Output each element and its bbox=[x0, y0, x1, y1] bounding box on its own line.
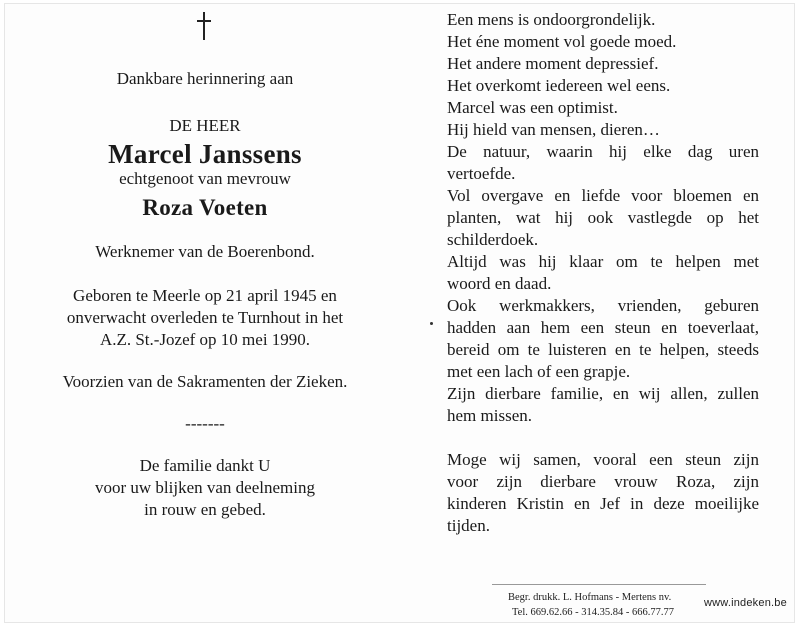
poem-line: kinderen Kristin en Jef in deze moeilijke bbox=[447, 494, 759, 513]
poem-line: Een mens is ondoorgrondelijk. bbox=[447, 10, 656, 29]
thanks-line: voor uw blijken van deelneming bbox=[94, 478, 315, 497]
birth-line: onverwacht overleden te Turnhout in het bbox=[66, 308, 344, 327]
printer-credit bbox=[508, 590, 674, 620]
poem-line: Vol overgave en liefde voor bloemen en bbox=[447, 186, 759, 205]
poem-line: De natuur, waarin hij elke dag uren bbox=[447, 142, 759, 161]
poem-line: planten, wat hij ook vastlegde op het bbox=[447, 208, 759, 227]
cross-icon bbox=[193, 12, 215, 40]
deceased-name: Marcel Janssens bbox=[108, 139, 302, 169]
spouse-name: Roza Voeten bbox=[142, 195, 268, 220]
poem-line: tijden. bbox=[447, 516, 490, 535]
poem-line: vertoefde. bbox=[447, 164, 516, 183]
divider: ------- bbox=[185, 414, 225, 433]
poem-line: Marcel was een optimist. bbox=[447, 98, 618, 117]
watermark: www.indeken.be bbox=[704, 597, 787, 609]
printer-name: Begr. drukk. L. Hofmans - Mertens nv. bbox=[508, 592, 672, 603]
poem-line: Zijn dierbare familie, en wij allen, zullen bbox=[447, 384, 759, 403]
poem-text bbox=[447, 9, 759, 537]
poem-line: voor zijn dierbare vrouw Roza, zijn bbox=[447, 472, 759, 491]
poem-line: hadden aan hem een steun en toeverlaat, bbox=[447, 318, 759, 337]
spouse-prefix: echtgenoot van mevrouw bbox=[119, 169, 291, 188]
poem-line: schilderdoek. bbox=[447, 230, 539, 249]
poem-line: Ook werkmakkers, vrienden, geburen bbox=[447, 296, 759, 315]
intro-text: Dankbare herinnering aan bbox=[116, 69, 294, 88]
poem-line: bereid om te luisteren en te helpen, steeds bbox=[447, 340, 759, 359]
poem-line: Moge wij samen, vooral een steun zijn bbox=[447, 450, 759, 469]
poem-line: met een lach of een grapje. bbox=[447, 362, 631, 381]
title-text: DE HEER bbox=[169, 116, 241, 135]
poem-line: woord en daad. bbox=[447, 274, 552, 293]
printer-rule bbox=[492, 584, 706, 585]
printer-phone: Tel. 669.62.66 - 314.35.84 - 666.77.77 bbox=[512, 607, 675, 618]
birth-line: Geboren te Meerle op 21 april 1945 en bbox=[73, 286, 337, 305]
thanks-line: in rouw en gebed. bbox=[144, 500, 266, 519]
sacraments-text: Voorzien van de Sakramenten der Zieken. bbox=[62, 372, 348, 391]
stray-dot bbox=[430, 322, 433, 325]
poem-line: Altijd was hij klaar om te helpen met bbox=[447, 252, 759, 271]
poem-line: Het éne moment vol goede moed. bbox=[447, 32, 677, 51]
occupation-text: Werknemer van de Boerenbond. bbox=[95, 242, 315, 261]
poem-line: hem missen. bbox=[447, 406, 532, 425]
thanks-line: De familie dankt U bbox=[139, 456, 271, 475]
poem-line: Het overkomt iedereen wel eens. bbox=[447, 76, 671, 95]
poem-line: Het andere moment depressief. bbox=[447, 54, 659, 73]
birth-line: A.Z. St.-Jozef op 10 mei 1990. bbox=[99, 330, 311, 349]
poem-line: Hij hield van mensen, dieren… bbox=[447, 120, 660, 139]
poem-spacer bbox=[447, 427, 759, 449]
